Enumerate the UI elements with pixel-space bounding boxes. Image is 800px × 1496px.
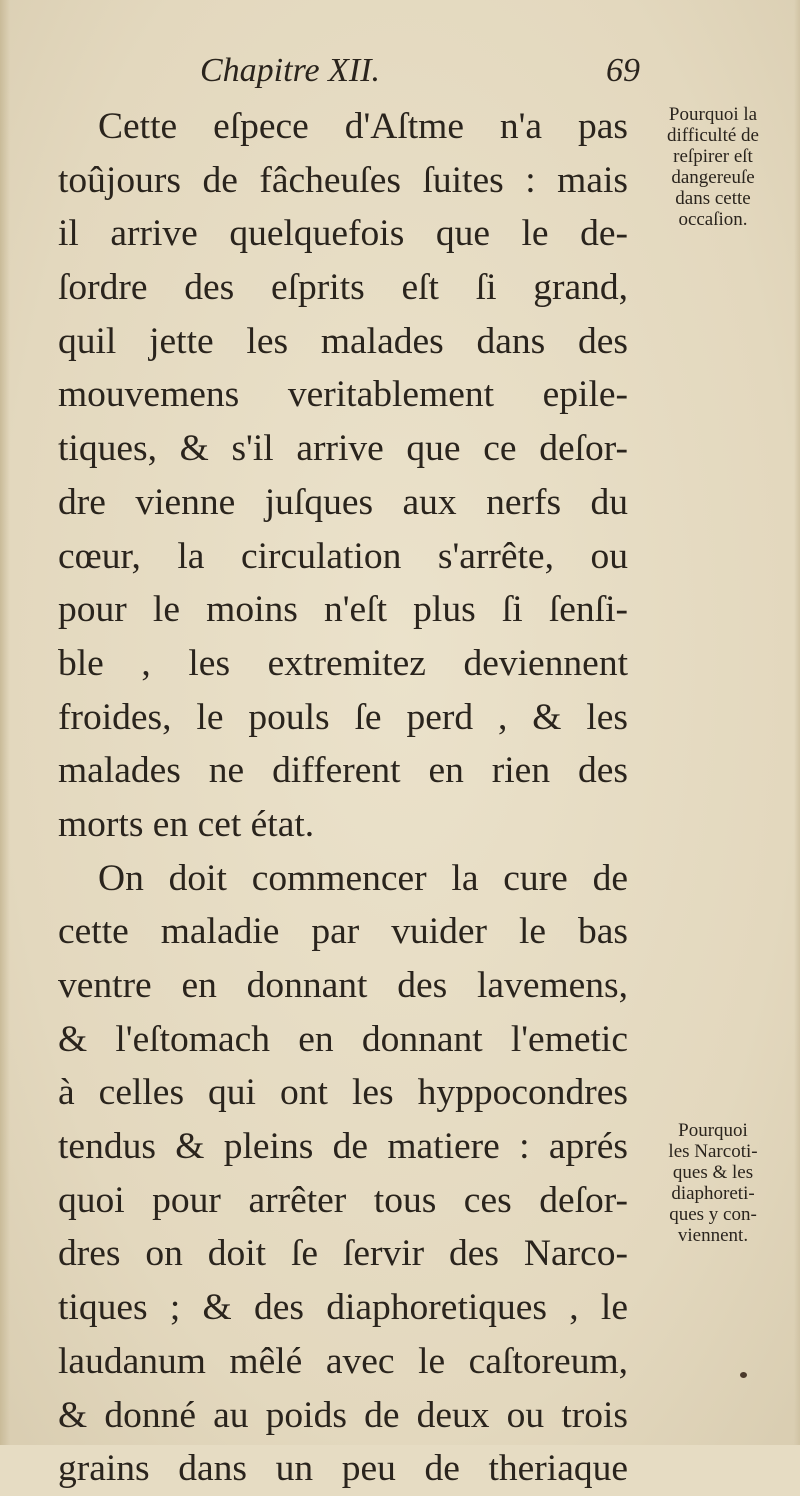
margin-note-line: ques y con- — [669, 1204, 757, 1225]
text-line: ble , les extremitez deviennent — [58, 642, 628, 684]
text-line: ventre en donnant des lavemens, — [58, 965, 628, 1006]
text-line: pour le moins n'eſt plus ſi ſenſi- — [58, 589, 628, 631]
text-line: ſordre des eſprits eſt ſi grand, — [58, 267, 628, 309]
text-line: grains dans un peu de theriaque — [58, 1448, 628, 1490]
text-line: cœur, la circulation s'arrête, ou — [58, 535, 628, 577]
margin-note-line: Pourquoi — [678, 1120, 748, 1141]
running-header — [200, 52, 640, 98]
margin-note-line: dangereuſe — [671, 167, 755, 188]
margin-note-line: Pourquoi la — [668, 104, 758, 125]
text-line: tiques ; & des diaphoretiques , le — [58, 1287, 628, 1329]
margin-note-line: ques & les — [672, 1162, 754, 1183]
text-line: morts en cet état. — [58, 803, 315, 845]
text-line: malades ne different en rien des — [58, 750, 628, 792]
margin-note — [632, 104, 794, 230]
page-left-edge — [0, 0, 10, 1445]
main-text — [58, 100, 628, 1496]
margin-note-line: les Narcoti- — [668, 1141, 758, 1162]
margin-note-line: occaſion. — [678, 209, 748, 230]
margin-note-line: dans cette — [675, 188, 751, 209]
text-line: dre vienne juſques aux nerfs du — [58, 481, 628, 523]
text-line: quil jette les malades dans des — [58, 320, 628, 362]
text-line: tiques, & s'il arrive que ce deſor- — [58, 428, 628, 470]
margin-note-line: viennent. — [677, 1225, 749, 1246]
text-line: & l'eſtomach en donnant l'emetic — [58, 1018, 628, 1060]
margin-note — [632, 1120, 794, 1246]
page-number: 69 — [606, 52, 640, 89]
margin-note-line: diaphoreti- — [671, 1183, 755, 1204]
page-right-edge — [794, 0, 800, 1445]
text-line: toûjours de fâcheuſes ſuites : mais — [58, 159, 628, 201]
text-line: il arrive quelquefois que le de- — [58, 213, 628, 255]
chapter-title: Chapitre XII. — [200, 52, 381, 89]
text-line: laudanum mêlé avec le caſtoreum, — [58, 1340, 628, 1382]
margin-note-line: difficulté de — [667, 125, 759, 146]
text-line: Cette eſpece d'Aſtme n'a pas — [98, 106, 628, 147]
text-line: quoi pour arrêter tous ces deſor- — [58, 1179, 628, 1221]
text-line: & donné au poids de deux ou trois — [58, 1394, 628, 1436]
margin-note-line: reſpirer eſt — [673, 146, 753, 167]
ink-speck — [740, 1372, 747, 1378]
text-line: froides, le pouls ſe perd , & les — [58, 696, 628, 738]
text-line: mouvemens veritablement epile- — [58, 374, 628, 416]
text-line: cette maladie par vuider le bas — [58, 911, 628, 953]
text-line: tendus & pleins de matiere : aprés — [58, 1126, 628, 1168]
text-line: dres on doit ſe ſervir des Narco- — [58, 1233, 628, 1275]
text-line: On doit commencer la cure de — [98, 857, 628, 899]
text-line: à celles qui ont les hyppocondres — [58, 1072, 628, 1114]
